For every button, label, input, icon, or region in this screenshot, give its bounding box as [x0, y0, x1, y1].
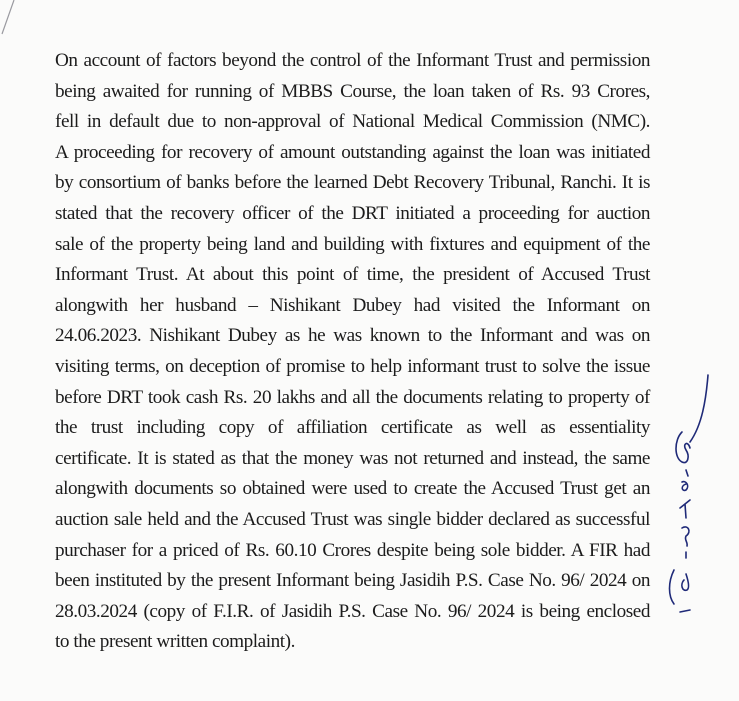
- paragraph-line: visiting terms, on deception of promise to help informant trust to solve the issue: [55, 355, 650, 377]
- document-body: [55, 46, 650, 658]
- paragraph-line: before DRT took cash Rs. 20 lakhs and all the documents relating to property of: [55, 386, 650, 408]
- paragraph-line: been instituted by the present Informant being Jasidih P.S. Case No. 96/ 2024 on: [55, 570, 650, 592]
- paragraph-line: A proceeding for recovery of amount outstanding against the loan was initiated: [55, 141, 650, 163]
- paragraph-line: by consortium of banks before the learned Debt Recovery Tribunal, Ranchi. It is: [55, 172, 650, 194]
- paragraph-line: auction sale held and the Accused Trust was single bidder declared as successful: [55, 508, 650, 530]
- paragraph-line: Informant Trust. At about this point of time, the president of Accused Trust: [55, 264, 650, 286]
- paragraph-line: to the present written complaint).: [55, 631, 295, 653]
- paragraph-line: fell in default due to non-approval of National Medical Commission (NMC).: [55, 111, 650, 133]
- paragraph-line: purchaser for a priced of Rs. 60.10 Crores despite being sole bidder. A FIR had: [55, 539, 650, 561]
- paragraph-line: the trust including copy of affiliation certificate as well as essentiality: [55, 417, 650, 439]
- paragraph-line: 24.06.2023. Nishikant Dubey as he was known to the Informant and was on: [55, 325, 650, 347]
- paragraph-line: On account of factors beyond the control of the Informant Trust and permission: [55, 50, 650, 71]
- paragraph-line: being awaited for running of MBBS Course, the loan taken of Rs. 93 Crores,: [55, 80, 650, 102]
- paragraph-line: stated that the recovery officer of the DRT initiated a proceeding for auction: [55, 202, 650, 224]
- complaint-paragraph: [55, 46, 650, 658]
- paragraph-line: sale of the property being land and building with fixtures and equipment of the: [55, 233, 650, 255]
- paragraph-line: alongwith documents so obtained were used to create the Accused Trust get an: [55, 478, 650, 500]
- page-edge-line: [0, 0, 20, 40]
- paragraph-line: certificate. It is stated as that the money was not returned and instead, the same: [55, 447, 650, 469]
- handwritten-signature-icon: [660, 370, 720, 620]
- paragraph-line: 28.03.2024 (copy of F.I.R. of Jasidih P.S. Case No. 96/ 2024 is being enclosed: [55, 600, 650, 622]
- paragraph-line: alongwith her husband – Nishikant Dubey had visited the Informant on: [55, 294, 650, 316]
